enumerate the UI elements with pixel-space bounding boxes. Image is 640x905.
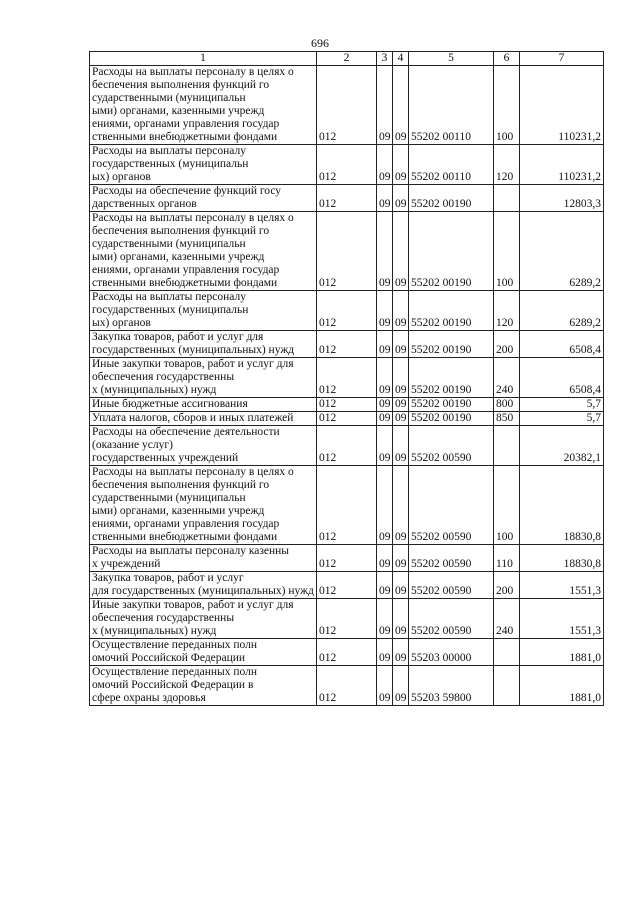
expense-type-code: 100 <box>494 466 520 545</box>
section-code: 09 <box>377 145 393 185</box>
column-header: 2 <box>317 52 377 66</box>
subsection-code: 09 <box>393 291 409 331</box>
section-code: 09 <box>377 358 393 398</box>
subsection-code: 09 <box>393 185 409 212</box>
amount: 110231,2 <box>520 66 604 145</box>
subsection-code: 09 <box>393 412 409 426</box>
amount: 6508,4 <box>520 358 604 398</box>
amount: 6508,4 <box>520 331 604 358</box>
section-code: 09 <box>377 185 393 212</box>
expense-type-code: 120 <box>494 291 520 331</box>
section-code: 09 <box>377 666 393 706</box>
expense-name: Расходы на выплаты персоналу в целях о беспечения выполнения функций го сударственными (муниципальн ыми) органами, казенными учрежд ениями, органами управления государ ственными внебюджетными фондами <box>90 466 317 545</box>
column-header: 1 <box>90 52 317 66</box>
target-article-code: 55202 00190 <box>409 331 494 358</box>
ministry-code: 012 <box>317 639 377 666</box>
expense-name: Расходы на обеспечение деятельности (оказание услуг) государственных учреждений <box>90 426 317 466</box>
amount: 5,7 <box>520 398 604 412</box>
column-header: 7 <box>520 52 604 66</box>
table-row <box>90 466 604 545</box>
expense-name: Расходы на выплаты персоналу в целях о беспечения выполнения функций го сударственными (муниципальн ыми) органами, казенными учрежд ениями, органами управления государ ственными внебюджетными фондами <box>90 66 317 145</box>
ministry-code: 012 <box>317 466 377 545</box>
ministry-code: 012 <box>317 426 377 466</box>
target-article-code: 55202 00590 <box>409 572 494 599</box>
expense-name: Иные бюджетные ассигнования <box>90 398 317 412</box>
expense-name: Закупка товаров, работ и услуг для государственных (муниципальных) нужд <box>90 331 317 358</box>
amount: 1881,0 <box>520 666 604 706</box>
expense-name: Осуществление переданных полн омочий Российской Федерации в сфере охраны здоровья <box>90 666 317 706</box>
expense-type-code: 240 <box>494 358 520 398</box>
ministry-code: 012 <box>317 412 377 426</box>
amount: 1551,3 <box>520 572 604 599</box>
section-code: 09 <box>377 291 393 331</box>
table-row <box>90 545 604 572</box>
expense-type-code: 100 <box>494 66 520 145</box>
table-row <box>90 185 604 212</box>
expense-name: Расходы на выплаты персоналу казенны х учреждений <box>90 545 317 572</box>
section-code: 09 <box>377 66 393 145</box>
table-row <box>90 291 604 331</box>
ministry-code: 012 <box>317 212 377 291</box>
target-article-code: 55202 00590 <box>409 545 494 572</box>
page-number: 696 <box>311 36 329 50</box>
subsection-code: 09 <box>393 358 409 398</box>
target-article-code: 55202 00590 <box>409 466 494 545</box>
table-row <box>90 572 604 599</box>
ministry-code: 012 <box>317 331 377 358</box>
table-row <box>90 426 604 466</box>
expense-type-code: 120 <box>494 145 520 185</box>
ministry-code: 012 <box>317 545 377 572</box>
subsection-code: 09 <box>393 331 409 358</box>
expense-type-code: 200 <box>494 572 520 599</box>
expense-type-code <box>494 426 520 466</box>
expense-name: Осуществление переданных полн омочий Российской Федерации <box>90 639 317 666</box>
ministry-code: 012 <box>317 145 377 185</box>
expense-name: Иные закупки товаров, работ и услуг для обеспечения государственны х (муниципальных) нужд <box>90 358 317 398</box>
section-code: 09 <box>377 466 393 545</box>
target-article-code: 55203 59800 <box>409 666 494 706</box>
expense-type-code: 850 <box>494 412 520 426</box>
subsection-code: 09 <box>393 572 409 599</box>
ministry-code: 012 <box>317 358 377 398</box>
table-row <box>90 639 604 666</box>
amount: 12803,3 <box>520 185 604 212</box>
amount: 1881,0 <box>520 639 604 666</box>
column-header: 3 <box>377 52 393 66</box>
table-row <box>90 398 604 412</box>
ministry-code: 012 <box>317 666 377 706</box>
target-article-code: 55203 00000 <box>409 639 494 666</box>
expense-type-code <box>494 639 520 666</box>
subsection-code: 09 <box>393 398 409 412</box>
ministry-code: 012 <box>317 185 377 212</box>
amount: 18830,8 <box>520 466 604 545</box>
table-row <box>90 66 604 145</box>
amount: 18830,8 <box>520 545 604 572</box>
ministry-code: 012 <box>317 66 377 145</box>
section-code: 09 <box>377 545 393 572</box>
expense-type-code: 240 <box>494 599 520 639</box>
column-header: 6 <box>494 52 520 66</box>
target-article-code: 55202 00590 <box>409 426 494 466</box>
target-article-code: 55202 00190 <box>409 412 494 426</box>
subsection-code: 09 <box>393 145 409 185</box>
table-row <box>90 599 604 639</box>
ministry-code: 012 <box>317 599 377 639</box>
target-article-code: 55202 00190 <box>409 398 494 412</box>
amount: 20382,1 <box>520 426 604 466</box>
expense-type-code: 100 <box>494 212 520 291</box>
expense-name: Расходы на выплаты персоналу государственных (муниципальн ых) органов <box>90 291 317 331</box>
subsection-code: 09 <box>393 666 409 706</box>
subsection-code: 09 <box>393 466 409 545</box>
target-article-code: 55202 00590 <box>409 599 494 639</box>
header-row <box>90 52 604 66</box>
expense-name: Расходы на выплаты персоналу государственных (муниципальн ых) органов <box>90 145 317 185</box>
expense-type-code: 110 <box>494 545 520 572</box>
table-row <box>90 145 604 185</box>
expense-name: Уплата налогов, сборов и иных платежей <box>90 412 317 426</box>
amount: 6289,2 <box>520 291 604 331</box>
subsection-code: 09 <box>393 599 409 639</box>
amount: 1551,3 <box>520 599 604 639</box>
target-article-code: 55202 00110 <box>409 66 494 145</box>
table-row <box>90 212 604 291</box>
target-article-code: 55202 00110 <box>409 145 494 185</box>
budget-table <box>89 51 604 706</box>
column-header: 4 <box>393 52 409 66</box>
table-row <box>90 358 604 398</box>
target-article-code: 55202 00190 <box>409 185 494 212</box>
table-row <box>90 666 604 706</box>
section-code: 09 <box>377 412 393 426</box>
subsection-code: 09 <box>393 66 409 145</box>
amount: 5,7 <box>520 412 604 426</box>
subsection-code: 09 <box>393 545 409 572</box>
expense-type-code <box>494 666 520 706</box>
table-row <box>90 331 604 358</box>
expense-type-code: 800 <box>494 398 520 412</box>
expense-name: Расходы на выплаты персоналу в целях о беспечения выполнения функций го сударственными (муниципальн ыми) органами, казенными учрежд ениями, органами управления государ ственными внебюджетными фондами <box>90 212 317 291</box>
section-code: 09 <box>377 572 393 599</box>
expense-type-code <box>494 185 520 212</box>
expense-type-code: 200 <box>494 331 520 358</box>
expense-name: Иные закупки товаров, работ и услуг для обеспечения государственны х (муниципальных) нужд <box>90 599 317 639</box>
section-code: 09 <box>377 639 393 666</box>
amount: 6289,2 <box>520 212 604 291</box>
section-code: 09 <box>377 331 393 358</box>
ministry-code: 012 <box>317 291 377 331</box>
amount: 110231,2 <box>520 145 604 185</box>
expense-name: Расходы на обеспечение функций госу дарственных органов <box>90 185 317 212</box>
column-header: 5 <box>409 52 494 66</box>
section-code: 09 <box>377 426 393 466</box>
ministry-code: 012 <box>317 572 377 599</box>
expense-name: Закупка товаров, работ и услуг для государственных (муниципальных) нужд <box>90 572 317 599</box>
table-row <box>90 412 604 426</box>
section-code: 09 <box>377 599 393 639</box>
target-article-code: 55202 00190 <box>409 291 494 331</box>
target-article-code: 55202 00190 <box>409 212 494 291</box>
target-article-code: 55202 00190 <box>409 358 494 398</box>
section-code: 09 <box>377 212 393 291</box>
subsection-code: 09 <box>393 212 409 291</box>
ministry-code: 012 <box>317 398 377 412</box>
section-code: 09 <box>377 398 393 412</box>
subsection-code: 09 <box>393 639 409 666</box>
subsection-code: 09 <box>393 426 409 466</box>
